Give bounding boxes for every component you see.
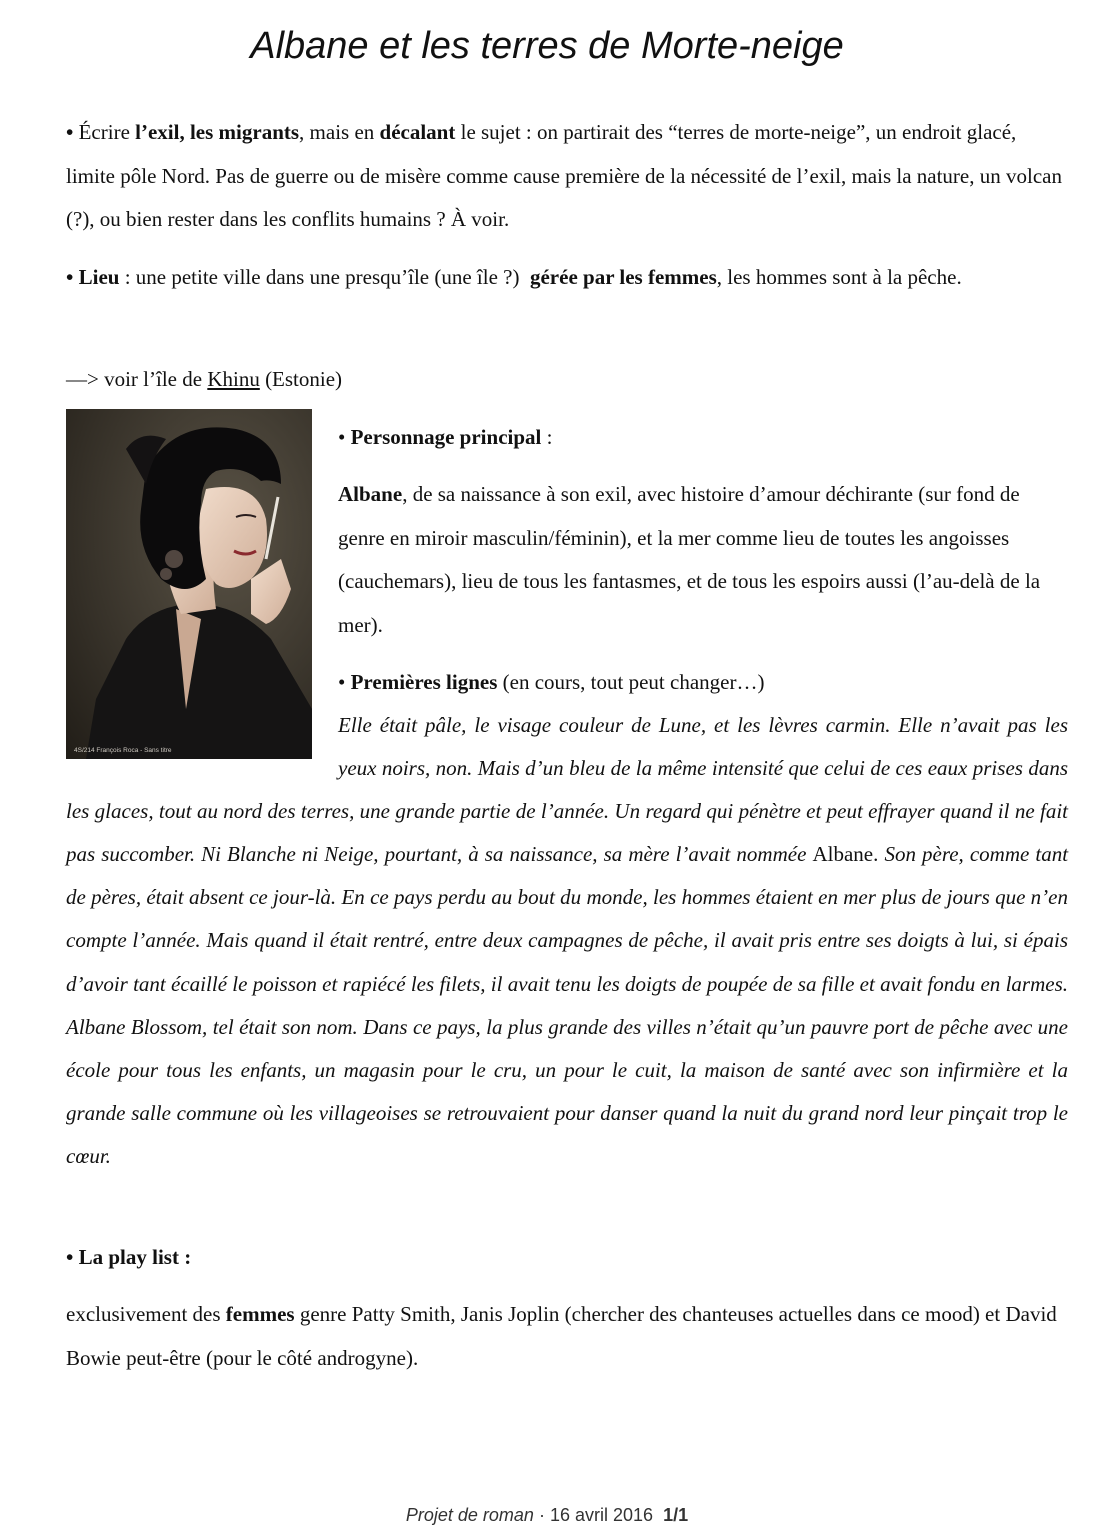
voir-suffix: (Estonie) [265,367,343,391]
khinu-link[interactable]: Khinu [207,367,260,391]
intro-text-3: le sujet : on partirait des “terres de morte-neige”, un endroit glacé, limite pôle Nord. Pas de guerre ou de misère comme cause première de la nécessité de l’exil, mais la nature, un volcan (?), ou bien rester dans les conflits humains ? À voir. [66,120,1062,231]
personnage-heading-text: Personnage principal [350,425,542,449]
premieres-heading-text: Premières lignes [350,670,498,694]
playlist-text-2: genre Patty Smith, Janis Joplin (chercher des chanteuses actuelles dans ce mood) et David Bowie peut-être (pour le côté androgyne). [66,1302,1057,1370]
bullet: • [66,120,74,144]
playlist-heading-text: • La play list : [66,1245,192,1269]
playlist-bold: femmes [225,1302,295,1326]
personnage-heading-suffix: : [546,425,553,449]
page-footer [0,1505,1094,1526]
playlist-text-1: exclusivement des [66,1302,221,1326]
intro-paragraph [66,111,1066,242]
image-caption: 4S/214 François Roca - Sans titre [74,747,172,754]
playlist-paragraph [66,1293,1066,1380]
personnage-text: , de sa naissance à son exil, avec histoire d’amour déchirante (sur fond de genre en miroir masculin/féminin), et la mer comme lieu de toutes les angoisses (cauchemars), lieu de tous les fantasmes, et de tous les espoirs aussi (l’au-delà de la mer). [338,482,1041,637]
intro-text-2: , mais en [299,120,375,144]
page-title: Albane et les terres de Morte-neige [250,25,844,67]
footer-date: 16 avril 2016 [549,1505,654,1525]
lieu-paragraph [66,256,1066,300]
personnage-name: Albane [338,482,403,506]
footer-project: Projet de roman [405,1505,534,1525]
intro-text-1: Écrire [78,120,130,144]
story-name: Albane. [812,842,879,867]
bullet: • [338,670,346,694]
story-text-1: Elle était pâle, le visage couleur de Lune, et les lèvres carmin. Elle n’avait pas les yeux noirs, non. Mais d’un bleu de la même intensité que celui de ces eaux prises dans les glaces, tout au nord des terres, une grande partie de l’année. Un regard qui pénètre et peut effrayer quand il ne fait pas succomber. Ni Blanche ni Neige, pourtant, à sa naissance, sa mère l’avait nommée [66,713,1068,867]
playlist-heading [66,1236,1066,1280]
premieres-heading-suffix: (en cours, tout peut changer…) [502,670,765,694]
story-text-2: Son père, comme tant de pères, était absent ce jour-là. En ce pays perdu au bout du monde, les hommes étaient en mer plus de jours que n’en compte l’année. Mais quand il était rentré, entre deux campagnes de pêche, il avait pris entre ses doigts à lui, si épais d’avoir tant écaillé le poisson et rapiécé les filets, il avait tenu les doigts de poupée de sa fille et avait fondu en larmes. Albane Blossom, tel était son nom. Dans ce pays, la plus grande des villes n’était qu’un pauvre port de pêche avec une école pour tous les enfants, un magasin pour le cru, un pour le cuit, la maison de santé avec son infirmière et la grande salle commune où les villageoises se retrouvaient pour danser quand la nuit du grand nord leur pinçait trop le cœur. [66,842,1069,1168]
lieu-label: • Lieu [66,265,120,289]
voir-prefix: —> voir l’île de [66,367,203,391]
voir-line [66,358,1066,402]
footer-separator: · [538,1505,545,1525]
lieu-text-1: : une petite ville dans une presqu’île (une île ?) [124,265,520,289]
footer-page-number: 1/1 [663,1505,689,1525]
intro-bold-1: l’exil, les migrants [135,120,300,144]
personnage-heading [338,416,1068,460]
intro-bold-2: décalant [379,120,456,144]
lieu-bold: gérée par les femmes [529,265,717,289]
lieu-text-2: , les hommes sont à la pêche. [716,265,962,289]
personnage-paragraph [338,473,1068,647]
bullet: • [338,425,346,449]
premieres-heading [338,661,1068,705]
premieres-lignes-text [66,704,1068,1178]
image-wrap-spacer [66,704,338,790]
